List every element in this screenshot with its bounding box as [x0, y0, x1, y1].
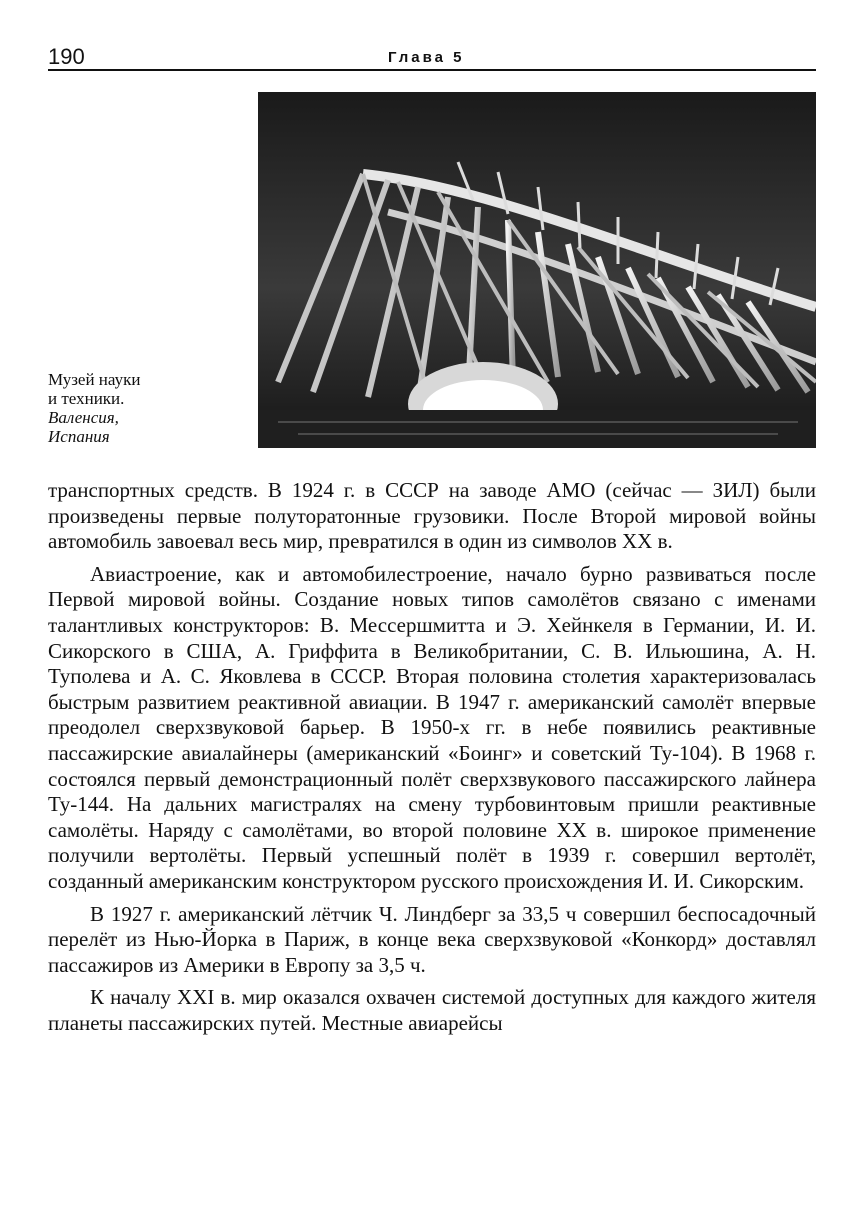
figure-caption [48, 370, 248, 446]
paragraph-continuation: транспортных средств. В 1924 г. в СССР на заводе АМО (сейчас — ЗИЛ) были произведены первые полуторатонные грузовики. После Второй мировой войны автомобиль завоевал весь мир, превратился в один из символов XX в. [48, 478, 816, 554]
caption-line: и техники. [48, 389, 125, 408]
architecture-illustration [258, 92, 816, 448]
paragraph: К началу XXI в. мир оказался охвачен системой доступных для каждого жителя планеты пассажирских путей. Местные авиарейсы [48, 985, 816, 1035]
caption-city: Валенсия, [48, 408, 119, 427]
chapter-title: Глава 5 [388, 49, 465, 66]
body-text [48, 478, 816, 1036]
page-number: 190 [48, 44, 85, 69]
paragraph: Авиастроение, как и автомобилестроение, начало бурно развиваться после Первой мировой войны. Создание новых типов самолётов связано с именами талантливых конструкторов: В. Мессершмитта и Э. Хейнкеля в Германии, И. И. Сикорского в США, А. Гриффита в Великобритании, С. В. Ильюшина, А. Н. Туполева и А. С. Яковлева в СССР. Вторая половина столетия характеризовалась быстрым развитием реактивной авиации. В 1947 г. американский самолёт впервые преодолел сверхзвуковой барьер. В 1950-х гг. в небе появились реактивные пассажирские авиалайнеры (американский «Боинг» и советский Ту-104). В 1968 г. состоялся первый демонстрационный полёт сверхзвукового пассажирского лайнера Ту-144. На дальних магистралях на смену турбовинтовым пришли реактивные самолёты. Наряду с самолётами, во второй половине XX в. широкое применение получили вертолёты. Первый успешный полёт в 1939 г. совершил вертолёт, созданный американским конструктором русского происхождения И. И. Сикорским. [48, 561, 816, 893]
museum-photo [258, 92, 816, 448]
page-header [48, 42, 816, 70]
header-rule [48, 69, 816, 71]
paragraph: В 1927 г. американский лётчик Ч. Линдберг за 33,5 ч совершил беспосадочный перелёт из Нью-Йорка в Париж, в конце века сверхзвуковой «Конкорд» доставлял пассажиров из Америки в Европу за 3,5 ч. [48, 901, 816, 977]
caption-country: Испания [48, 427, 110, 446]
caption-line: Музей науки [48, 370, 141, 389]
